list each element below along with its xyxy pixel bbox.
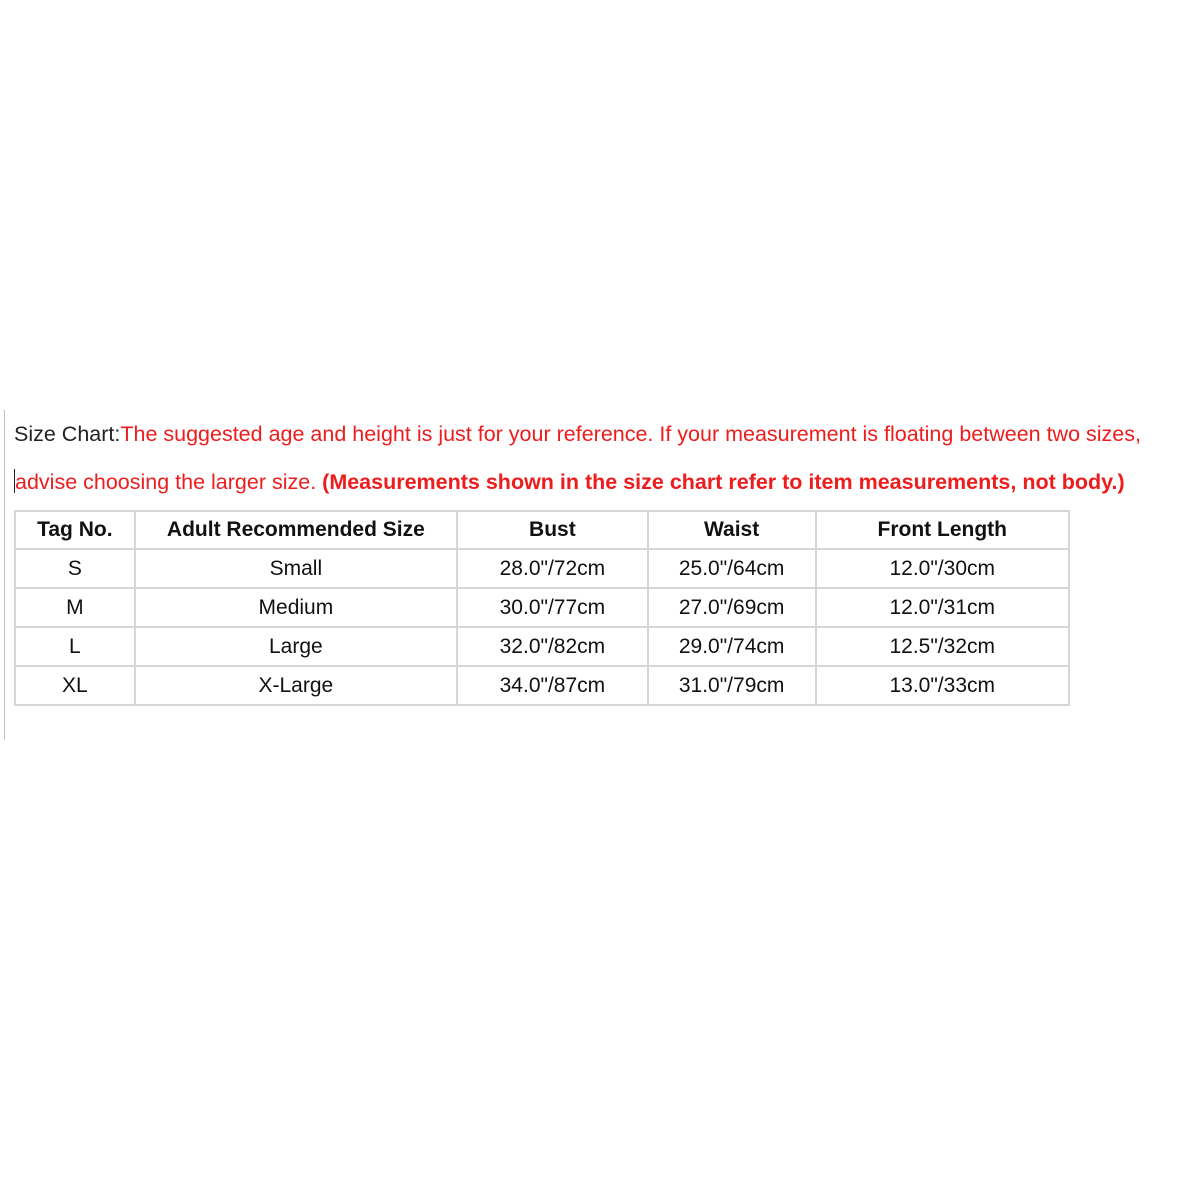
- cell-front-length: 12.5"/32cm: [816, 627, 1070, 666]
- cell-front-length: 13.0"/33cm: [816, 666, 1070, 705]
- header-tag-no: Tag No.: [15, 511, 135, 549]
- cell-bust: 32.0"/82cm: [457, 627, 648, 666]
- advice-note: advise choosing the larger size.: [15, 470, 323, 494]
- cell-recommended-size: Small: [135, 549, 457, 588]
- table-row: [15, 666, 1069, 705]
- cell-tag-no: L: [15, 627, 135, 666]
- cell-recommended-size: Medium: [135, 588, 457, 627]
- cell-waist: 29.0"/74cm: [648, 627, 816, 666]
- table-header-row: [15, 511, 1069, 549]
- cell-tag-no: M: [15, 588, 135, 627]
- cell-bust: 30.0"/77cm: [457, 588, 648, 627]
- cell-waist: 31.0"/79cm: [648, 666, 816, 705]
- left-border-rule: [4, 410, 5, 740]
- cell-waist: 27.0"/69cm: [648, 588, 816, 627]
- cell-front-length: 12.0"/31cm: [816, 588, 1070, 627]
- cell-recommended-size: Large: [135, 627, 457, 666]
- cell-tag-no: S: [15, 549, 135, 588]
- cell-waist: 25.0"/64cm: [648, 549, 816, 588]
- cell-tag-no: XL: [15, 666, 135, 705]
- header-waist: Waist: [648, 511, 816, 549]
- size-chart-intro: [14, 410, 1194, 506]
- table-row: [15, 588, 1069, 627]
- measurement-disclaimer: (Measurements shown in the size chart refer to item measurements, not body.): [322, 470, 1125, 494]
- size-chart-label: Size Chart:: [14, 422, 121, 446]
- intro-line-2: [14, 458, 1194, 506]
- intro-line-1: [14, 410, 1194, 458]
- cell-bust: 34.0"/87cm: [457, 666, 648, 705]
- header-front-length: Front Length: [816, 511, 1070, 549]
- header-bust: Bust: [457, 511, 648, 549]
- size-chart-table: [14, 510, 1070, 706]
- cell-front-length: 12.0"/30cm: [816, 549, 1070, 588]
- cell-recommended-size: X-Large: [135, 666, 457, 705]
- header-adult-recommended-size: Adult Recommended Size: [135, 511, 457, 549]
- reference-note: The suggested age and height is just for your reference. If your measurement is floating between two sizes,: [120, 422, 1141, 446]
- cell-bust: 28.0"/72cm: [457, 549, 648, 588]
- table-row: [15, 549, 1069, 588]
- table-row: [15, 627, 1069, 666]
